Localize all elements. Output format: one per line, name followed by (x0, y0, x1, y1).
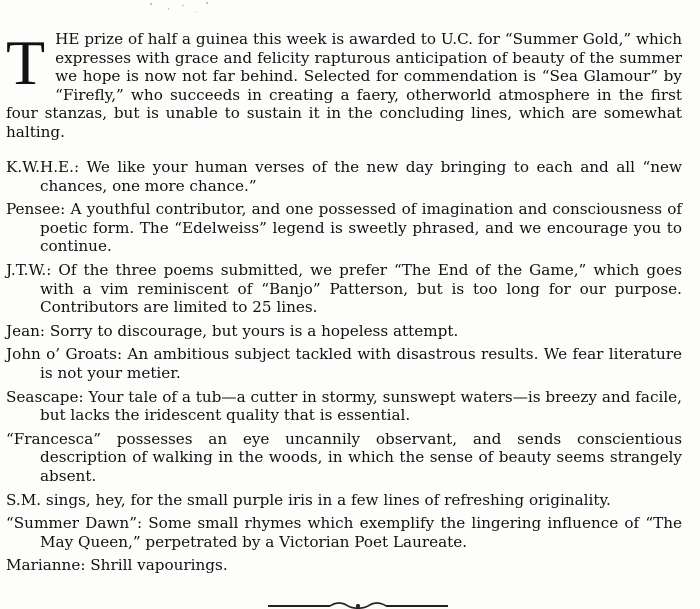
contributor-name: “Summer Dawn”: (6, 514, 143, 533)
drop-cap: T (6, 27, 46, 98)
reply-text: Shrill vapourings. (90, 556, 228, 575)
reply-entry (6, 200, 682, 256)
print-speck (150, 3, 152, 5)
reply-entry (6, 322, 682, 341)
reply-text: A youthful contributor, and one possessed of imagination and consciousness of poetic form. The “Edelweiss” legend is sweetly phrased, and we encourage you to continue. (40, 200, 683, 256)
ornament-flourish-icon (268, 602, 448, 609)
contributor-name: Pensee: (6, 200, 66, 219)
reply-text: We like your human verses of the new day bringing to each and all “new chances, one more chance.” (40, 158, 682, 195)
reply-entry (6, 491, 682, 510)
reply-text: sings, hey, for the small purple iris in a few lines of refreshing originality. (45, 490, 611, 509)
reply-entry (6, 388, 682, 425)
contributor-name: S.M. (6, 490, 42, 509)
contributor-name: Seascape: (6, 387, 84, 406)
reply-text: possesses an eye uncannily observant, and sends conscientious description of walking in the woods, in which the sense of beauty seems strangely absent. (40, 429, 682, 485)
print-speck (206, 2, 208, 4)
print-speck (196, 11, 197, 12)
reply-entry (6, 514, 682, 551)
contributor-name: John o’ Groats: (6, 345, 123, 364)
print-speck (168, 8, 169, 10)
decorative-rule (268, 602, 448, 609)
print-speck (182, 5, 184, 6)
reply-text: An ambitious subject tackled with disastrous results. We fear literature is not your metier. (40, 345, 682, 382)
reply-text: Sorry to discourage, but yours is a hopeless attempt. (49, 321, 459, 340)
reply-entry (6, 261, 682, 317)
contributor-name: K.W.H.E.: (6, 158, 80, 176)
reply-text: Some small rhymes which exemplify the lingering influence of “The May Queen,” perpetrated by a Victorian Poet Laureate. (40, 514, 683, 551)
contributor-name: “Francesca” (6, 429, 102, 448)
reply-text: Your tale of a tub—a cutter in stormy, sunswept waters—is breezy and facile, but lacks the iridescent quality that is essential. (40, 387, 683, 425)
contributor-name: Marianne: (6, 556, 86, 575)
intro-paragraph (6, 27, 682, 142)
contributor-name: J.T.W.: (6, 260, 52, 279)
reply-entry (6, 345, 682, 382)
reply-text: Of the three poems submitted, we prefer “The End of the Game,” which goes with a vim reminiscent of “Banjo” Patterson, but is too long for our purpose. Contributors are limited to 25 lines. (40, 260, 683, 317)
reply-entry (6, 556, 682, 575)
reply-entry (6, 430, 682, 486)
intro-text: HE prize of half a guinea this week is awarded to U.C. for “Summer Gold,” which expresses with grace and felicity rapturous anticipation of beauty of the summer we hope is now not far behind. Selected for commendation is “Sea Glamour” by “Firefly,” who succeeds in creating a faery, otherworld atmosphere in the first four stanzas, but is unable to sustain it in the concluding lines, which are somewhat halting. (6, 30, 682, 141)
contributor-name: Jean: (6, 321, 46, 340)
contributor-replies (6, 158, 682, 580)
reply-entry (6, 158, 682, 195)
